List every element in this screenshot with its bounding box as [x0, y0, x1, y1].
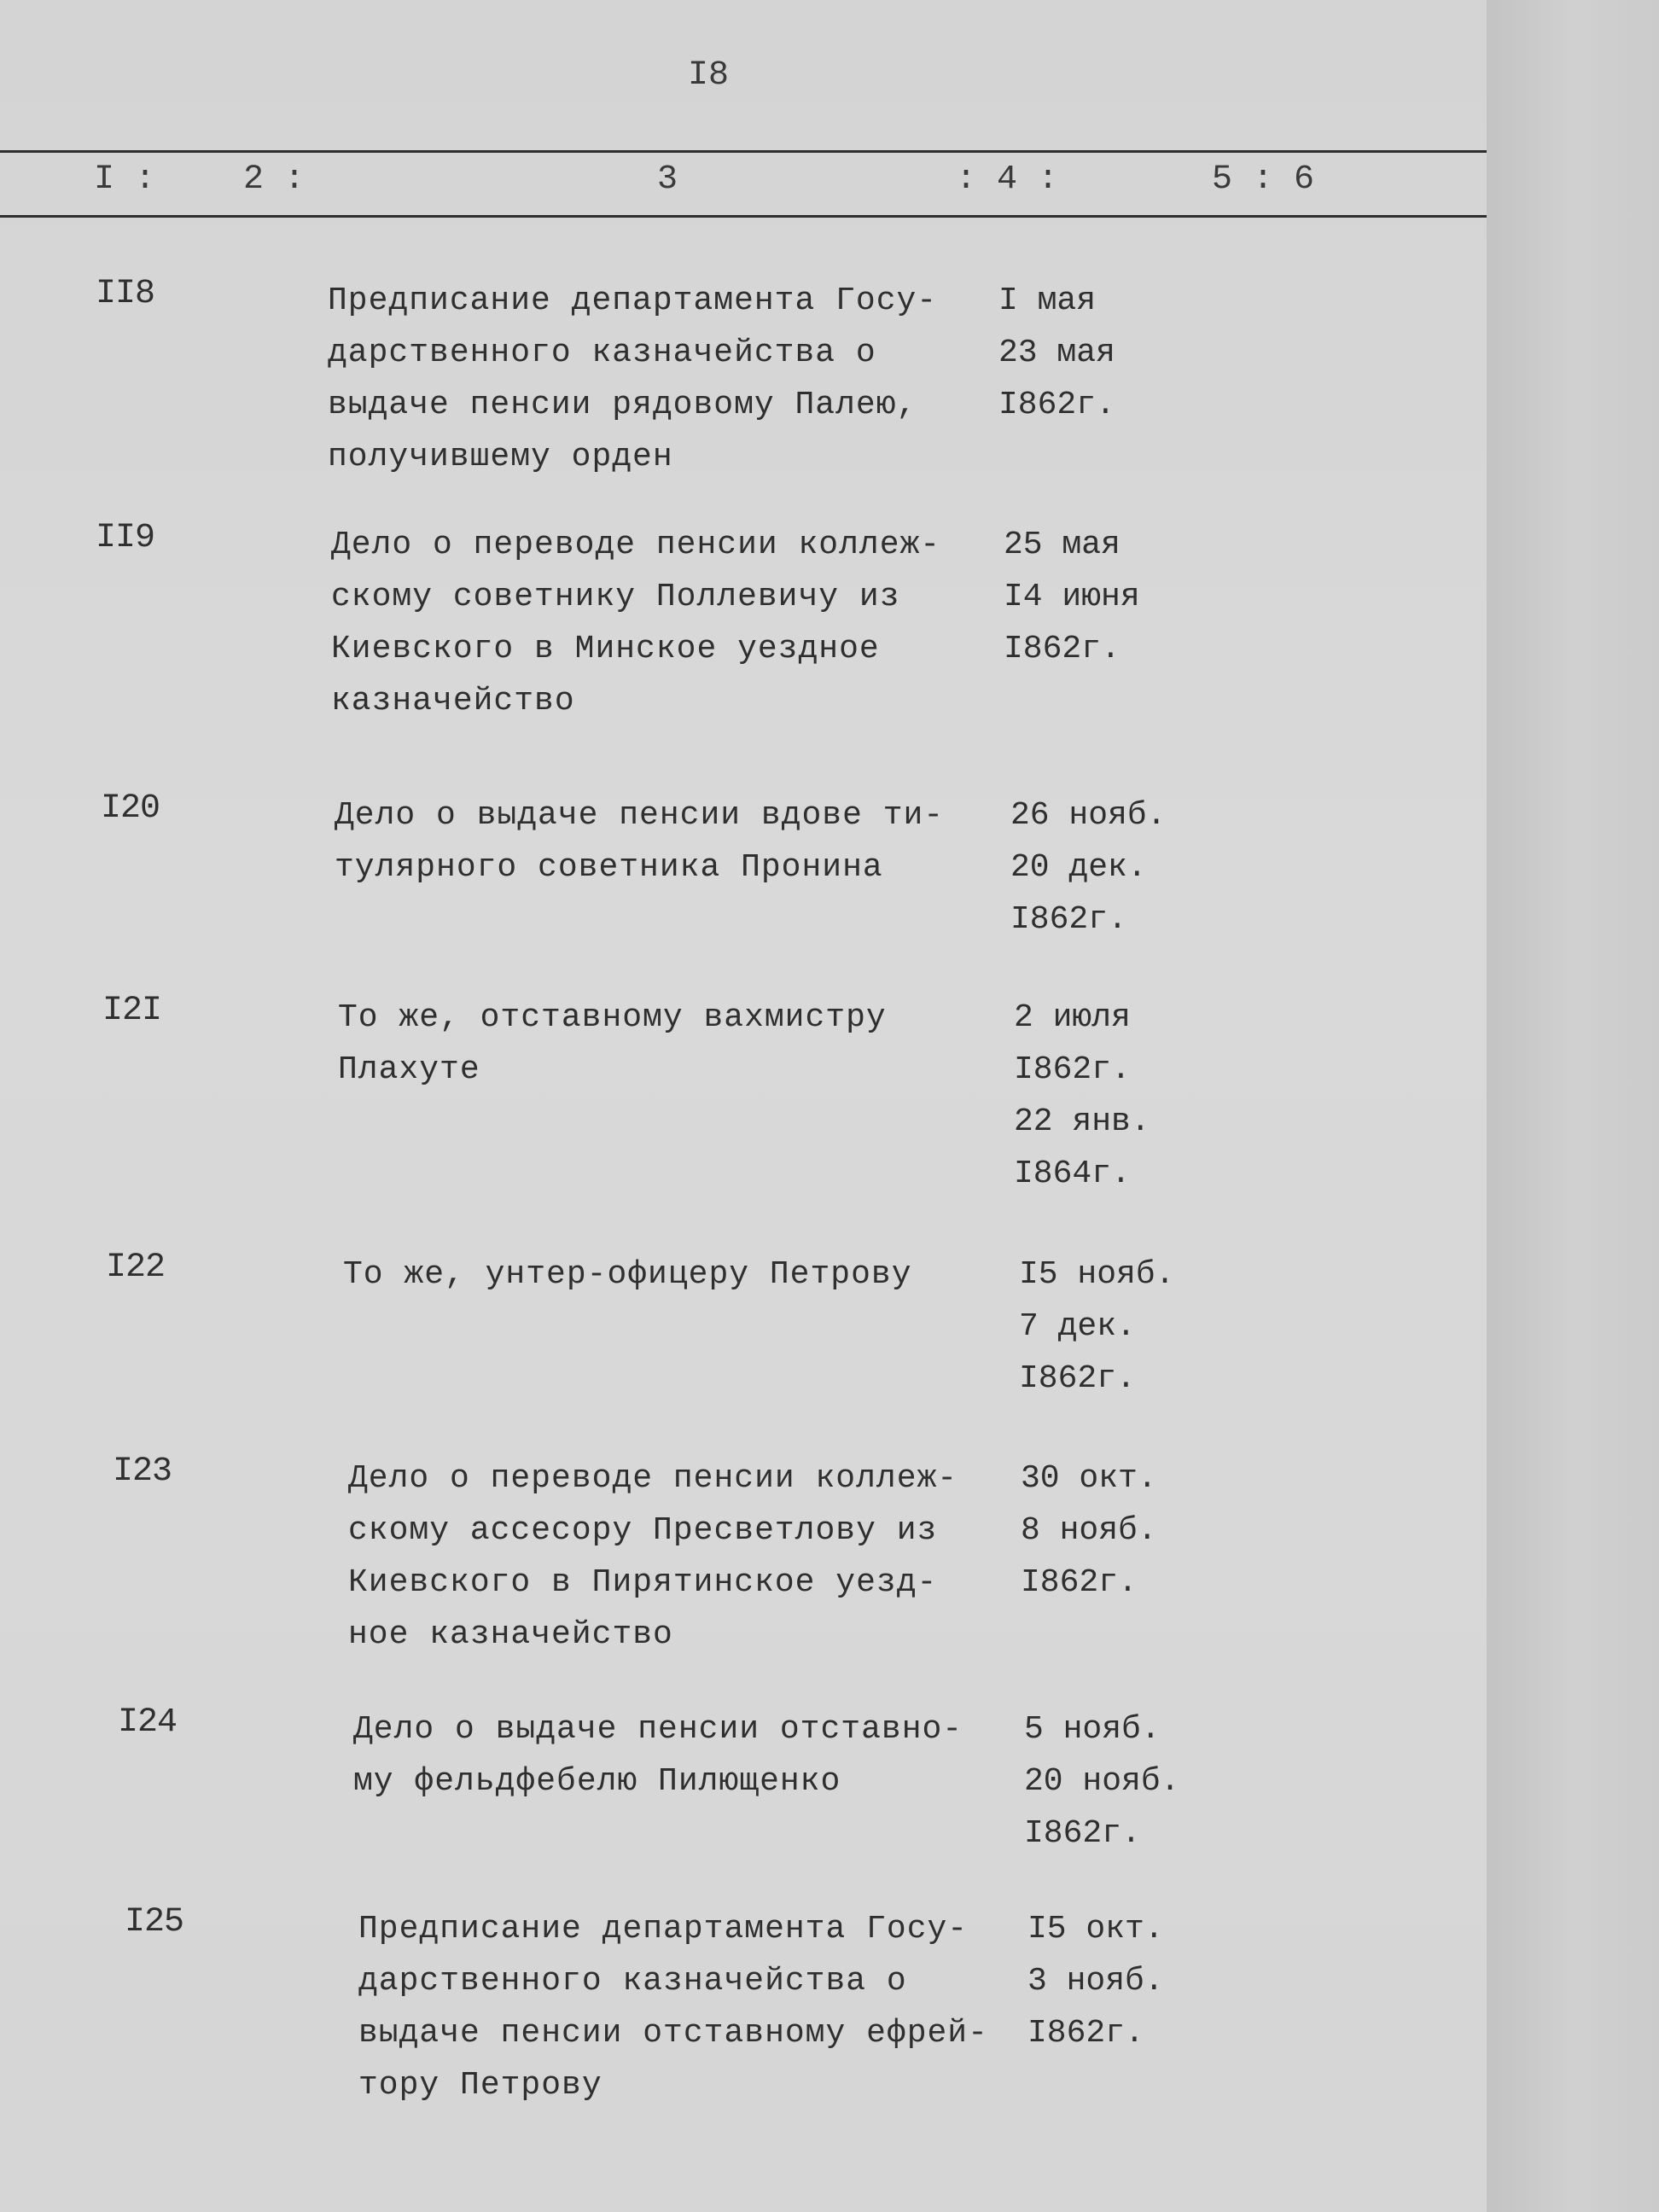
- title-line: Киевского в Пирятинское уезд-: [348, 1564, 938, 1601]
- title-line: Предписание департамента Госу-: [358, 1911, 969, 1947]
- entry-title: [348, 1452, 997, 1661]
- date-line: 8 нояб.: [1021, 1512, 1157, 1549]
- entry-title: [335, 789, 983, 894]
- header-rule-bottom: [0, 215, 1487, 218]
- date-line: I862г.: [1019, 1360, 1136, 1397]
- date-line: 25 мая: [1004, 527, 1121, 563]
- date-line: I862г.: [1010, 901, 1127, 938]
- entry-number: I23: [113, 1452, 172, 1491]
- title-line: То же, отставному вахмистру: [338, 999, 887, 1036]
- date-line: 22 янв.: [1014, 1103, 1150, 1140]
- title-line: Плахуте: [338, 1051, 480, 1088]
- title-line: Дело о переводе пенсии коллеж-: [331, 527, 941, 563]
- title-line: Дело о выдаче пенсии вдове ти-: [335, 797, 945, 834]
- entry-dates: [1024, 1703, 1229, 1860]
- column-header-4: : 4 :: [956, 160, 1059, 199]
- title-line: казначейство: [331, 683, 575, 719]
- title-line: ное казначейство: [348, 1616, 673, 1653]
- entry-number: II9: [96, 519, 155, 557]
- entry-dates: [1027, 1903, 1232, 2059]
- date-line: I862г.: [1027, 2015, 1144, 2052]
- header-rule-top: [0, 150, 1487, 153]
- date-line: I862г.: [1021, 1564, 1138, 1601]
- entry-title: [331, 519, 980, 727]
- date-line: 23 мая: [998, 335, 1115, 371]
- entry-dates: [1014, 992, 1219, 1200]
- title-line: Дело о переводе пенсии коллеж-: [348, 1460, 958, 1497]
- entry-dates: [1004, 519, 1208, 675]
- date-line: I862г.: [1004, 631, 1121, 667]
- page-number: I8: [687, 56, 729, 95]
- column-header-2: 2 :: [243, 160, 306, 199]
- date-line: I862г.: [998, 387, 1115, 423]
- title-line: дарственного казначейства о: [358, 1963, 907, 2000]
- entry-number: I2I: [102, 992, 162, 1030]
- title-line: тору Петрову: [358, 2067, 602, 2104]
- title-line: выдаче пенсии отставному ефрей-: [358, 2015, 988, 2052]
- date-line: I мая: [998, 282, 1097, 319]
- title-line: му фельдфебелю Пилющенко: [353, 1763, 841, 1800]
- date-line: 20 дек.: [1010, 849, 1147, 886]
- entry-number: I24: [118, 1703, 178, 1742]
- date-line: 7 дек.: [1019, 1308, 1136, 1345]
- entry-dates: [998, 275, 1203, 431]
- date-line: 3 нояб.: [1027, 1963, 1164, 2000]
- title-line: Предписание департамента Госу-: [328, 282, 938, 319]
- entry-dates: [1019, 1249, 1224, 1405]
- entry-dates: [1021, 1452, 1225, 1609]
- title-line: Дело о выдаче пенсии отставно-: [353, 1711, 963, 1748]
- date-line: I862г.: [1014, 1051, 1131, 1088]
- entry-title: [338, 992, 987, 1096]
- title-line: тулярного советника Пронина: [335, 849, 883, 886]
- title-line: скому ассесору Пресветлову из: [348, 1512, 938, 1549]
- title-line: скому советнику Поллевичу из: [331, 579, 900, 615]
- background-edge: [1487, 0, 1659, 2212]
- title-line: Киевского в Минское уездное: [331, 631, 880, 667]
- date-line: 5 нояб.: [1024, 1711, 1161, 1748]
- entry-dates: [1010, 789, 1215, 946]
- column-header-1: I :: [94, 160, 156, 199]
- entry-number: I22: [106, 1249, 166, 1287]
- date-line: 30 окт.: [1021, 1460, 1157, 1497]
- entry-title: [353, 1703, 1002, 1807]
- title-line: То же, унтер-офицеру Петрову: [343, 1256, 912, 1293]
- date-line: I5 нояб.: [1019, 1256, 1175, 1293]
- date-line: I864г.: [1014, 1155, 1131, 1192]
- entry-title: [343, 1249, 992, 1301]
- entry-number: II8: [96, 275, 155, 313]
- title-line: дарственного казначейства о: [328, 335, 876, 371]
- entry-number: I20: [101, 789, 160, 828]
- entry-number: I25: [125, 1903, 184, 1941]
- title-line: выдаче пенсии рядовому Палею,: [328, 387, 917, 423]
- column-header-3: 3: [657, 160, 678, 199]
- date-line: I5 окт.: [1027, 1911, 1164, 1947]
- column-header-5-6: 5 : 6: [1212, 160, 1315, 199]
- date-line: 26 нояб.: [1010, 797, 1167, 834]
- entry-title: [358, 1903, 1007, 2111]
- date-line: 20 нояб.: [1024, 1763, 1180, 1800]
- date-line: I4 июня: [1004, 579, 1140, 615]
- entry-title: [328, 275, 976, 483]
- date-line: 2 июля: [1014, 999, 1131, 1036]
- title-line: получившему орден: [328, 439, 673, 475]
- date-line: I862г.: [1024, 1815, 1141, 1852]
